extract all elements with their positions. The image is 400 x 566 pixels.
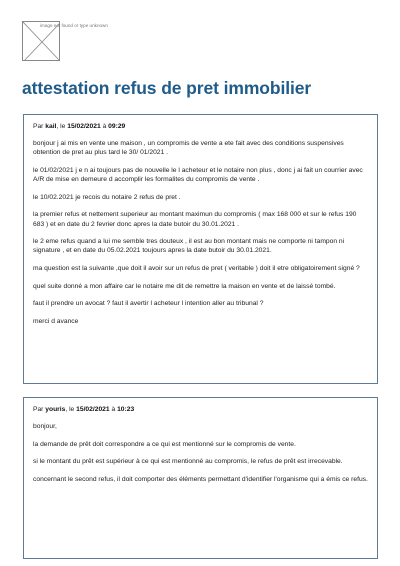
post-paragraph: le 01/02/2021 j e n ai toujours pas de nouvelle le l acheteur et le notaire non plus , donc j ai fait un courrier avec A/R de mise en demeure d accomplir les formalites du compromis de vente . [33, 167, 363, 184]
post-kail [23, 114, 378, 384]
post-paragraph: merci d avance [33, 317, 79, 325]
time-prefix: à [102, 123, 107, 130]
post-paragraph: quel suite donné a mon affaire car le notaire me dit de remettre la maison en vente et de laissé tombé. [33, 282, 336, 290]
post-paragraph: la premier refus et nettement superieur au montant maximun du compromis ( max 168 000 et sur le refus 190 683 ) et en date du 2 fevrier donc apres la date butoir du 30.01.2021 . [33, 211, 357, 228]
time-prefix: à [111, 406, 116, 413]
date-prefix: , le [65, 406, 75, 413]
post-paragraph: le 10/02.2021 je recois du notaire 2 refus de pret . [33, 193, 181, 201]
post-header [33, 122, 368, 131]
post-header [33, 405, 368, 414]
post-paragraph: bonjour, [33, 423, 57, 431]
date-prefix: , le [56, 123, 66, 130]
page-title: attestation refus de pret immobilier [22, 78, 312, 98]
logo-alt-text: image not found or type unknown [40, 23, 108, 28]
post-author[interactable]: youris [45, 406, 66, 413]
post-paragraph: ma question est la suivante ,que doit il avoir sur un refus de pret ( veritable ) doit il etre obligatoirement signé ? [33, 264, 360, 272]
post-paragraph: bonjour j ai mis en vente une maison , un compromis de vente a ete fait avec des conditions suspensives obtention de pret au plus tard le 30/ 01/2021 . [33, 140, 344, 157]
post-paragraph: si le montant du prêt est supérieur à ce qui est mentionné au compromis, le refus de prêt est irrecevable. [33, 458, 343, 466]
by-prefix: Par [33, 406, 44, 413]
by-prefix: Par [33, 123, 44, 130]
post-paragraph: la demande de prêt doit correspondre a ce qui est mentionné sur le compromis de vente. [33, 440, 296, 448]
post-date: 15/02/2021 [76, 406, 110, 413]
post-date: 15/02/2021 [67, 123, 101, 130]
post-time: 09:29 [108, 123, 126, 130]
post-paragraph: le 2 eme refus quand a lui me semble tres douteux , il est au bon montant mais ne comporte ni tampon ni signature , et en date du 05.02.2021 toujours apres la date butoir du 30.01.2021. [33, 238, 345, 255]
post-author[interactable]: kail [45, 123, 57, 130]
post-paragraph: concernant le second refus, il doit comporter des éléments permettant d'identifier l'organisme qui a émis ce refus. [33, 475, 368, 483]
post-youris [23, 397, 378, 559]
post-time: 10:23 [117, 406, 135, 413]
post-paragraph: faut il prendre un avocat ? faut il avertir l acheteur l intention aller au tribunal ? [33, 300, 264, 308]
